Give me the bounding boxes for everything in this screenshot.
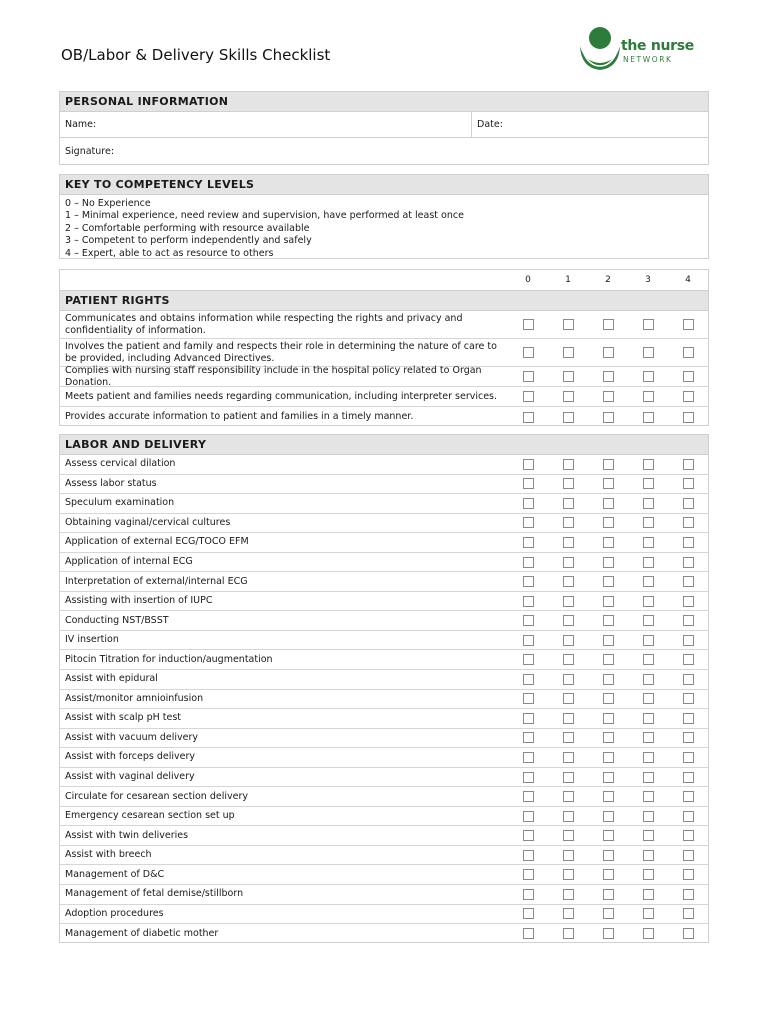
- patient-rights-section: [59, 269, 709, 426]
- level-2-checkbox[interactable]: [603, 412, 614, 423]
- level-4-checkbox[interactable]: [683, 830, 694, 841]
- scale-2: 2: [605, 275, 611, 285]
- level-4-checkbox[interactable]: [683, 752, 694, 763]
- name-field[interactable]: [60, 112, 472, 137]
- skill-row: [60, 311, 708, 339]
- level-2-checkbox[interactable]: [603, 537, 614, 548]
- level-3-checkbox[interactable]: [643, 412, 654, 423]
- level-3-checkbox[interactable]: [643, 889, 654, 900]
- level-2-checkbox[interactable]: [603, 596, 614, 607]
- level-1-checkbox[interactable]: [563, 576, 574, 587]
- skill-label: Management of D&C: [65, 868, 165, 880]
- level-3-checkbox[interactable]: [643, 459, 654, 470]
- level-2-checkbox[interactable]: [603, 615, 614, 626]
- level-2-checkbox[interactable]: [603, 928, 614, 939]
- skill-row: [60, 339, 708, 367]
- level-4-checkbox[interactable]: [683, 537, 694, 548]
- level-0-checkbox[interactable]: [523, 459, 534, 470]
- level-0-checkbox[interactable]: [523, 928, 534, 939]
- level-3-checkbox[interactable]: [643, 674, 654, 685]
- level-2-checkbox[interactable]: [603, 830, 614, 841]
- level-2-checkbox[interactable]: [603, 478, 614, 489]
- level-4-checkbox[interactable]: [683, 908, 694, 919]
- level-0-checkbox[interactable]: [523, 371, 534, 382]
- level-0-checkbox[interactable]: [523, 713, 534, 724]
- level-1-checkbox[interactable]: [563, 830, 574, 841]
- level-1-checkbox[interactable]: [563, 869, 574, 880]
- skill-row: [60, 709, 708, 729]
- level-0-checkbox[interactable]: [523, 498, 534, 509]
- level-0-checkbox[interactable]: [523, 319, 534, 330]
- level-3-checkbox[interactable]: [643, 654, 654, 665]
- competency-key-section: [59, 174, 709, 259]
- level-4-checkbox[interactable]: [683, 412, 694, 423]
- scale-header-row: [60, 270, 708, 291]
- skill-row: [60, 533, 708, 553]
- level-4-checkbox[interactable]: [683, 557, 694, 568]
- level-1-checkbox[interactable]: [563, 478, 574, 489]
- scale-4: 4: [685, 275, 691, 285]
- level-0-checkbox[interactable]: [523, 850, 534, 861]
- level-2-checkbox[interactable]: [603, 557, 614, 568]
- skill-label: Assist with vaginal delivery: [65, 771, 195, 783]
- level-3-checkbox[interactable]: [643, 772, 654, 783]
- level-4-checkbox[interactable]: [683, 459, 694, 470]
- skill-label: Emergency cesarean section set up: [65, 810, 235, 822]
- level-2-checkbox[interactable]: [603, 693, 614, 704]
- skill-row: [60, 387, 708, 407]
- level-0-checkbox[interactable]: [523, 772, 534, 783]
- level-0-checkbox[interactable]: [523, 537, 534, 548]
- level-1-checkbox[interactable]: [563, 635, 574, 646]
- skill-row: [60, 826, 708, 846]
- level-3-checkbox[interactable]: [643, 478, 654, 489]
- level-3-checkbox[interactable]: [643, 732, 654, 743]
- level-0-checkbox[interactable]: [523, 732, 534, 743]
- level-4-checkbox[interactable]: [683, 791, 694, 802]
- skill-label: Assist with epidural: [65, 673, 158, 685]
- level-4-checkbox[interactable]: [683, 713, 694, 724]
- level-3-checkbox[interactable]: [643, 517, 654, 528]
- level-1-checkbox[interactable]: [563, 557, 574, 568]
- competency-key-list: [60, 195, 708, 263]
- level-1-checkbox[interactable]: [563, 772, 574, 783]
- level-3-checkbox[interactable]: [643, 635, 654, 646]
- level-1-checkbox[interactable]: [563, 459, 574, 470]
- level-0-checkbox[interactable]: [523, 347, 534, 358]
- skill-label: IV insertion: [65, 634, 119, 646]
- level-0-checkbox[interactable]: [523, 654, 534, 665]
- level-1-checkbox[interactable]: [563, 791, 574, 802]
- signature-field[interactable]: [60, 138, 708, 164]
- level-4-checkbox[interactable]: [683, 772, 694, 783]
- page-title: OB/Labor & Delivery Skills Checklist: [61, 46, 331, 64]
- level-4-checkbox[interactable]: [683, 371, 694, 382]
- skill-row: [60, 670, 708, 690]
- level-0-checkbox[interactable]: [523, 412, 534, 423]
- skill-row: [60, 592, 708, 612]
- skill-row: [60, 455, 708, 475]
- skill-row: [60, 729, 708, 749]
- level-2-checkbox[interactable]: [603, 347, 614, 358]
- skill-row: [60, 572, 708, 592]
- level-1-checkbox[interactable]: [563, 537, 574, 548]
- level-2-checkbox[interactable]: [603, 752, 614, 763]
- level-3-checkbox[interactable]: [643, 615, 654, 626]
- skill-label: Application of internal ECG: [65, 556, 193, 567]
- level-1-checkbox[interactable]: [563, 713, 574, 724]
- skill-row: [60, 364, 708, 388]
- level-1-checkbox[interactable]: [563, 928, 574, 939]
- skill-label: Assist/monitor amnioinfusion: [65, 692, 204, 704]
- scale-0: 0: [525, 275, 531, 285]
- level-4-checkbox[interactable]: [683, 478, 694, 489]
- level-4-checkbox[interactable]: [683, 615, 694, 626]
- skill-row: [60, 631, 708, 651]
- level-0-checkbox[interactable]: [523, 596, 534, 607]
- level-1-checkbox[interactable]: [563, 752, 574, 763]
- key-level-3: 3 – Competent to perform independently and safely: [65, 235, 312, 247]
- level-3-checkbox[interactable]: [643, 693, 654, 704]
- level-2-checkbox[interactable]: [603, 654, 614, 665]
- skill-row: [60, 475, 708, 495]
- skill-row: [60, 885, 708, 905]
- date-label: Date:: [477, 119, 503, 130]
- patient-rights-heading: PATIENT RIGHTS: [60, 291, 708, 311]
- skill-row: [60, 748, 708, 768]
- level-4-checkbox[interactable]: [683, 674, 694, 685]
- level-1-checkbox[interactable]: [563, 908, 574, 919]
- level-0-checkbox[interactable]: [523, 615, 534, 626]
- skill-row: [60, 924, 708, 944]
- level-0-checkbox[interactable]: [523, 391, 534, 402]
- skill-label: Assist with scalp pH test: [65, 712, 182, 724]
- level-3-checkbox[interactable]: [643, 596, 654, 607]
- level-2-checkbox[interactable]: [603, 635, 614, 646]
- skill-label: Management of diabetic mother: [65, 927, 219, 939]
- skill-label: Assist with breech: [65, 849, 152, 861]
- labor-delivery-list: [60, 455, 708, 944]
- skill-row: [60, 494, 708, 514]
- level-1-checkbox[interactable]: [563, 391, 574, 402]
- level-1-checkbox[interactable]: [563, 371, 574, 382]
- logo-text-line1: the nurse: [621, 38, 694, 54]
- skill-label: Assisting with insertion of IUPC: [65, 595, 213, 607]
- level-2-checkbox[interactable]: [603, 459, 614, 470]
- key-level-1: 1 – Minimal experience, need review and supervision, have performed at least once: [65, 210, 464, 222]
- level-0-checkbox[interactable]: [523, 889, 534, 900]
- level-1-checkbox[interactable]: [563, 654, 574, 665]
- level-0-checkbox[interactable]: [523, 478, 534, 489]
- level-4-checkbox[interactable]: [683, 576, 694, 587]
- level-3-checkbox[interactable]: [643, 371, 654, 382]
- personal-info-heading: PERSONAL INFORMATION: [60, 92, 708, 112]
- level-4-checkbox[interactable]: [683, 319, 694, 330]
- level-4-checkbox[interactable]: [683, 654, 694, 665]
- date-field[interactable]: [472, 112, 708, 137]
- level-1-checkbox[interactable]: [563, 517, 574, 528]
- level-3-checkbox[interactable]: [643, 713, 654, 724]
- logo-text-line2: NETWORK: [623, 55, 673, 64]
- level-0-checkbox[interactable]: [523, 752, 534, 763]
- level-2-checkbox[interactable]: [603, 889, 614, 900]
- level-1-checkbox[interactable]: [563, 693, 574, 704]
- level-4-checkbox[interactable]: [683, 391, 694, 402]
- level-2-checkbox[interactable]: [603, 908, 614, 919]
- level-2-checkbox[interactable]: [603, 391, 614, 402]
- signature-row: [60, 138, 708, 164]
- nurse-network-logo: [576, 24, 696, 76]
- level-3-checkbox[interactable]: [643, 537, 654, 548]
- level-1-checkbox[interactable]: [563, 498, 574, 509]
- level-2-checkbox[interactable]: [603, 732, 614, 743]
- skill-label: Speculum examination: [65, 497, 175, 509]
- level-2-checkbox[interactable]: [603, 791, 614, 802]
- patient-rights-list: [60, 311, 708, 427]
- level-0-checkbox[interactable]: [523, 674, 534, 685]
- level-0-checkbox[interactable]: [523, 517, 534, 528]
- skill-label: Assist with twin deliveries: [65, 829, 189, 841]
- skill-label: Management of fetal demise/stillborn: [65, 888, 244, 900]
- scale-3: 3: [645, 275, 651, 285]
- level-2-checkbox[interactable]: [603, 371, 614, 382]
- labor-delivery-section: [59, 434, 709, 943]
- level-2-checkbox[interactable]: [603, 850, 614, 861]
- level-3-checkbox[interactable]: [643, 576, 654, 587]
- level-2-checkbox[interactable]: [603, 576, 614, 587]
- level-2-checkbox[interactable]: [603, 517, 614, 528]
- skill-label: Circulate for cesarean section delivery: [65, 790, 248, 802]
- name-label: Name:: [65, 119, 97, 130]
- level-1-checkbox[interactable]: [563, 889, 574, 900]
- level-4-checkbox[interactable]: [683, 889, 694, 900]
- level-3-checkbox[interactable]: [643, 850, 654, 861]
- level-1-checkbox[interactable]: [563, 347, 574, 358]
- skill-label: Complies with nursing staff responsibility include in the hospital policy related to Organ Donation.: [65, 364, 482, 388]
- skill-row: [60, 787, 708, 807]
- level-0-checkbox[interactable]: [523, 908, 534, 919]
- skill-label: Assist with forceps delivery: [65, 751, 195, 763]
- level-2-checkbox[interactable]: [603, 869, 614, 880]
- level-0-checkbox[interactable]: [523, 576, 534, 587]
- level-1-checkbox[interactable]: [563, 811, 574, 822]
- level-3-checkbox[interactable]: [643, 498, 654, 509]
- level-4-checkbox[interactable]: [683, 928, 694, 939]
- skill-row: [60, 690, 708, 710]
- personal-info-section: [59, 91, 709, 165]
- level-4-checkbox[interactable]: [683, 869, 694, 880]
- level-2-checkbox[interactable]: [603, 772, 614, 783]
- level-3-checkbox[interactable]: [643, 347, 654, 358]
- level-0-checkbox[interactable]: [523, 869, 534, 880]
- level-1-checkbox[interactable]: [563, 596, 574, 607]
- level-4-checkbox[interactable]: [683, 811, 694, 822]
- level-3-checkbox[interactable]: [643, 557, 654, 568]
- level-2-checkbox[interactable]: [603, 713, 614, 724]
- level-2-checkbox[interactable]: [603, 319, 614, 330]
- key-level-0: 0 – No Experience: [65, 198, 151, 209]
- level-2-checkbox[interactable]: [603, 674, 614, 685]
- level-3-checkbox[interactable]: [643, 752, 654, 763]
- level-3-checkbox[interactable]: [643, 830, 654, 841]
- skill-label: Involves the patient and family and respects their role in determining the nature of care to be provided, including Advanced Directives.: [65, 340, 497, 364]
- level-3-checkbox[interactable]: [643, 791, 654, 802]
- level-3-checkbox[interactable]: [643, 319, 654, 330]
- level-4-checkbox[interactable]: [683, 732, 694, 743]
- level-4-checkbox[interactable]: [683, 498, 694, 509]
- skill-row: [60, 768, 708, 788]
- level-4-checkbox[interactable]: [683, 517, 694, 528]
- level-0-checkbox[interactable]: [523, 557, 534, 568]
- skill-label: Obtaining vaginal/cervical cultures: [65, 516, 231, 528]
- level-0-checkbox[interactable]: [523, 635, 534, 646]
- skill-row: [60, 611, 708, 631]
- level-2-checkbox[interactable]: [603, 498, 614, 509]
- skill-label: Conducting NST/BSST: [65, 614, 169, 626]
- level-0-checkbox[interactable]: [523, 693, 534, 704]
- skill-label: Communicates and obtains information while respecting the rights and privacy and confidentiality of information.: [65, 312, 463, 336]
- skill-label: Application of external ECG/TOCO EFM: [65, 536, 249, 548]
- competency-key-heading: KEY TO COMPETENCY LEVELS: [60, 175, 708, 195]
- level-1-checkbox[interactable]: [563, 412, 574, 423]
- key-level-4: 4 – Expert, able to act as resource to others: [65, 247, 274, 259]
- skill-row: [60, 807, 708, 827]
- signature-label: Signature:: [65, 145, 115, 157]
- level-3-checkbox[interactable]: [643, 869, 654, 880]
- level-0-checkbox[interactable]: [523, 811, 534, 822]
- level-3-checkbox[interactable]: [643, 908, 654, 919]
- level-4-checkbox[interactable]: [683, 347, 694, 358]
- skill-row: [60, 514, 708, 534]
- level-3-checkbox[interactable]: [643, 928, 654, 939]
- level-4-checkbox[interactable]: [683, 596, 694, 607]
- level-3-checkbox[interactable]: [643, 811, 654, 822]
- level-1-checkbox[interactable]: [563, 615, 574, 626]
- level-4-checkbox[interactable]: [683, 693, 694, 704]
- skill-row: [60, 553, 708, 573]
- skill-row: [60, 865, 708, 885]
- skill-row: [60, 905, 708, 925]
- skill-label: Provides accurate information to patient and families in a timely manner.: [65, 411, 414, 422]
- level-1-checkbox[interactable]: [563, 319, 574, 330]
- skill-label: Assess labor status: [65, 477, 157, 489]
- logo-mark-icon: [576, 24, 624, 76]
- name-date-row: [60, 112, 708, 138]
- skill-label: Assist with vacuum delivery: [65, 731, 199, 743]
- skill-row: [60, 650, 708, 670]
- skill-label: Interpretation of external/internal ECG: [65, 575, 248, 587]
- skill-label: Pitocin Titration for induction/augmentation: [65, 653, 273, 665]
- level-2-checkbox[interactable]: [603, 811, 614, 822]
- skill-row: [60, 846, 708, 866]
- level-1-checkbox[interactable]: [563, 674, 574, 685]
- key-level-2: 2 – Comfortable performing with resource available: [65, 222, 310, 234]
- skill-row: [60, 407, 708, 427]
- level-1-checkbox[interactable]: [563, 732, 574, 743]
- level-3-checkbox[interactable]: [643, 391, 654, 402]
- skill-label: Assess cervical dilation: [65, 458, 176, 470]
- level-4-checkbox[interactable]: [683, 850, 694, 861]
- level-1-checkbox[interactable]: [563, 850, 574, 861]
- scale-1: 1: [565, 275, 571, 285]
- labor-delivery-heading: LABOR AND DELIVERY: [60, 435, 708, 455]
- level-4-checkbox[interactable]: [683, 635, 694, 646]
- skill-label: Meets patient and families needs regarding communication, including interpreter services.: [65, 390, 498, 402]
- skill-label: Adoption procedures: [65, 907, 164, 919]
- level-0-checkbox[interactable]: [523, 791, 534, 802]
- level-0-checkbox[interactable]: [523, 830, 534, 841]
